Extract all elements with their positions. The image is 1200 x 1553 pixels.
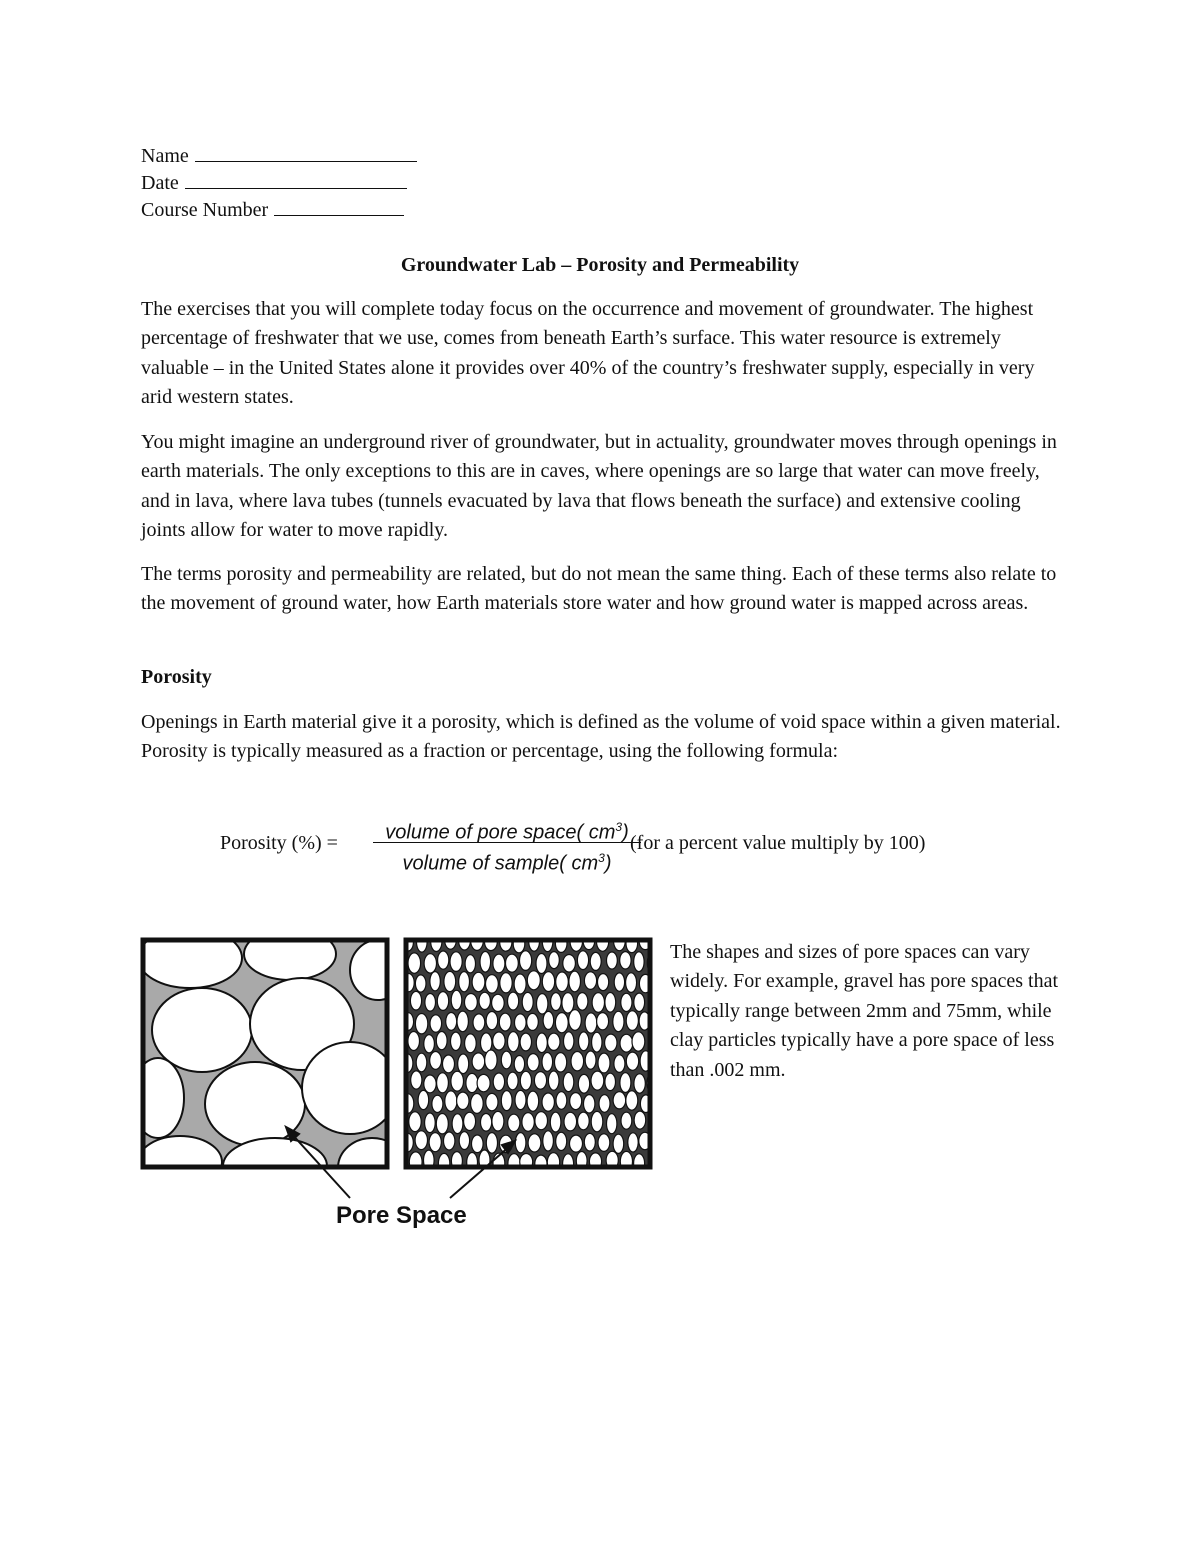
clay-grain: [564, 1032, 574, 1051]
clay-grain: [515, 1014, 527, 1031]
clay-grain: [556, 1132, 567, 1150]
pore-space-figure: [140, 936, 660, 1236]
pore-space-label: Pore Space: [336, 1202, 467, 1229]
clay-grain: [458, 1054, 469, 1074]
clay-grain: [534, 1072, 546, 1090]
clay-grain: [499, 1013, 511, 1031]
clay-grain: [632, 1032, 645, 1051]
clay-grain: [628, 1133, 638, 1152]
clay-grain: [626, 1091, 638, 1110]
clay-grain: [485, 1050, 497, 1070]
clay-grain: [415, 1014, 427, 1034]
formula-note: (for a percent value multiply by 100): [630, 832, 926, 854]
clay-grain: [535, 1155, 547, 1172]
course-number-label: Course Number: [141, 199, 269, 221]
clay-grain: [515, 1133, 526, 1153]
groundwater-movement-paragraph: You might imagine an underground river of groundwater, but in actuality, groundwater moves through openings in earth materials. The only exceptions to this are in caves, where openings are so large that water can move freely, and in lava, where lava tubes (tunnels evacuated by lava that flows beneath the surface) and extensive cooling joints allow for water to move rapidly.: [141, 431, 1057, 542]
clay-grain: [446, 1013, 457, 1031]
clay-grain: [520, 1071, 531, 1090]
clay-grain: [585, 1013, 597, 1033]
clay-grain: [472, 1135, 484, 1153]
clay-grain: [486, 1093, 498, 1110]
clay-grain: [424, 954, 436, 973]
clay-grain: [626, 973, 637, 993]
clay-grain: [597, 1013, 609, 1030]
clay-grain: [620, 1073, 631, 1093]
clay-grain: [585, 1051, 596, 1069]
clay-grain: [471, 1094, 484, 1114]
clay-grain: [438, 1153, 449, 1173]
clay-grain: [522, 992, 533, 1011]
clay-grain: [424, 1035, 435, 1053]
clay-grain: [473, 1014, 485, 1031]
clay-grain: [472, 1053, 485, 1070]
clay-grain: [634, 1074, 645, 1093]
clay-grain: [415, 1131, 427, 1150]
clay-grain: [621, 1112, 632, 1129]
clay-grain: [500, 973, 512, 993]
clay-grain: [432, 1095, 443, 1112]
clay-grain: [472, 972, 485, 991]
clay-grain: [444, 971, 456, 991]
clay-grain: [543, 1011, 554, 1029]
clay-grain: [486, 1012, 498, 1030]
clay-grain: [514, 974, 526, 994]
clay-grain: [408, 1032, 420, 1051]
formula-numerator: volume of pore space( $cm^3$): [385, 820, 629, 844]
clay-grain: [416, 1053, 427, 1072]
clay-grain: [437, 1073, 449, 1093]
porosity-heading: Porosity: [141, 666, 212, 688]
formula-fraction: [367, 812, 647, 873]
course-number-blank-line[interactable]: [274, 197, 404, 216]
clay-grain: [548, 1033, 560, 1050]
clay-grain: [501, 1051, 511, 1069]
clay-grain: [536, 1033, 547, 1053]
clay-grain: [480, 952, 491, 973]
clay-grain: [486, 975, 499, 993]
clay-grain: [514, 1056, 524, 1073]
clay-grain: [418, 1090, 429, 1109]
clay-grain: [578, 1112, 590, 1130]
clay-grain: [591, 1111, 603, 1131]
clay-grain: [563, 955, 576, 973]
clay-grain: [436, 1032, 447, 1050]
clay-grain: [584, 1095, 595, 1113]
clay-grain: [613, 1011, 624, 1031]
clay-grain: [481, 1114, 492, 1132]
clay-grain: [411, 1071, 422, 1089]
clay-grain: [634, 1111, 646, 1129]
pore-space-diagram: [140, 936, 660, 1236]
clay-grain: [520, 1033, 531, 1051]
clay-grain: [556, 972, 569, 992]
clay-grain: [479, 992, 490, 1009]
porosity-intro-paragraph: Openings in Earth material give it a porosity, which is defined as the volume of void space within a given material. Porosity is typically measured as a fraction or percentage, using the following formula:: [141, 711, 1061, 763]
clay-grain: [450, 952, 462, 972]
clay-grain: [415, 975, 426, 992]
clay-grain: [578, 1074, 589, 1093]
clay-grain: [528, 1134, 541, 1152]
date-field: [141, 170, 407, 197]
clay-grain: [430, 1015, 442, 1032]
clay-grain: [465, 994, 478, 1011]
clay-grain: [634, 993, 645, 1011]
clay-grain: [584, 972, 596, 990]
clay-grain: [605, 1034, 617, 1051]
clay-grain: [542, 972, 554, 992]
clay-grain: [430, 972, 440, 991]
clay-grain: [486, 1133, 497, 1154]
formula-denominator: volume of sample( $cm^3$): [402, 851, 612, 875]
clay-grain: [577, 951, 588, 970]
clay-grain: [492, 994, 505, 1011]
clay-grain: [605, 993, 616, 1013]
clay-grain: [591, 1071, 604, 1090]
clay-grain: [451, 1032, 462, 1050]
clay-grain: [430, 1052, 442, 1070]
clay-grain: [436, 1114, 448, 1134]
clay-grain: [508, 1114, 520, 1131]
clay-grain: [452, 1114, 463, 1134]
clay-grain: [457, 1092, 469, 1109]
clay-grain: [592, 993, 604, 1013]
clay-grain: [549, 952, 560, 969]
clay-grain: [464, 1112, 476, 1130]
clay-grain: [551, 993, 562, 1011]
clay-grain: [577, 993, 588, 1011]
clay-grain: [465, 1034, 477, 1053]
clay-grain: [424, 1075, 436, 1093]
clay-grain: [570, 1093, 582, 1110]
clay-grain: [563, 1154, 574, 1174]
clay-grain: [451, 990, 462, 1010]
clay-grain: [620, 952, 631, 969]
clay-grain: [493, 954, 505, 973]
clay-grain: [444, 1132, 455, 1150]
clay-grain: [542, 1053, 553, 1072]
fine-grain-panel: [401, 936, 660, 1174]
clay-grain: [520, 951, 532, 971]
clay-grain: [437, 992, 448, 1011]
clay-grain: [542, 1093, 554, 1111]
clay-grain: [522, 1113, 534, 1132]
clay-grain: [465, 955, 475, 973]
clay-grain: [613, 1134, 624, 1153]
clay-grain: [634, 1154, 645, 1173]
clay-grain: [537, 994, 548, 1014]
clay-grain: [614, 973, 624, 991]
clay-grain: [527, 971, 540, 990]
clay-grain: [569, 1010, 582, 1031]
clay-grain: [607, 1114, 617, 1134]
clay-grain: [592, 1032, 602, 1052]
page-title: Groundwater Lab – Porosity and Permeability: [400, 254, 800, 276]
clay-grain: [493, 1032, 505, 1050]
clay-grain: [562, 993, 574, 1013]
clay-grain: [535, 1112, 548, 1130]
name-label: Name: [141, 145, 189, 167]
clay-grain: [527, 1013, 539, 1030]
clay-grain: [429, 1133, 441, 1152]
clay-grain: [408, 953, 421, 973]
clay-grain: [425, 1113, 436, 1133]
clay-grain: [493, 1073, 504, 1091]
clay-grain: [613, 1092, 626, 1109]
clay-grain: [459, 1132, 469, 1150]
clay-grain: [527, 1054, 539, 1071]
clay-grain: [579, 1032, 589, 1051]
clay-grain: [507, 1072, 518, 1090]
clay-grain: [508, 1154, 520, 1174]
clay-grain: [620, 1034, 633, 1052]
clay-grain: [425, 994, 436, 1012]
clay-grain: [590, 952, 601, 970]
clay-grain: [614, 1055, 625, 1073]
clay-grain: [527, 1091, 539, 1111]
date-label: Date: [141, 172, 179, 194]
clay-grain: [598, 1134, 610, 1152]
name-field: [141, 143, 417, 170]
clay-grain: [451, 1071, 464, 1091]
clay-grain: [508, 992, 519, 1010]
clay-grain: [598, 974, 609, 991]
porosity-formula: [220, 812, 1020, 882]
clay-grain: [570, 1135, 583, 1152]
clay-grain: [410, 991, 421, 1010]
clay-grain: [543, 1131, 554, 1151]
clay-grain: [501, 1091, 512, 1111]
terms-paragraph: The terms porosity and permeability are related, but do not mean the same thing. Each of these terms also relate to the movement of ground water, how Earth materials store water and how ground water is mapped across areas.: [141, 563, 1057, 615]
clay-grain: [536, 954, 547, 974]
clay-grain: [409, 1112, 421, 1132]
clay-grain: [443, 1055, 455, 1073]
pore-size-paragraph: The shapes and sizes of pore spaces can vary widely. For example, gravel has pore spaces that typically range between 2mm and 75mm, while clay particles typically have a pore space of less than .002 mm.: [670, 941, 1059, 1081]
clay-grain: [508, 1032, 520, 1052]
clay-grain: [556, 1092, 567, 1110]
clay-grain: [515, 1090, 526, 1109]
clay-grain: [599, 1095, 610, 1113]
clay-grain: [555, 1053, 567, 1072]
clay-grain: [550, 1112, 561, 1132]
date-blank-line[interactable]: [185, 170, 407, 189]
clay-grain: [555, 1013, 568, 1033]
clay-grain: [598, 1053, 610, 1073]
name-blank-line[interactable]: [195, 143, 417, 162]
clay-grain: [506, 954, 519, 972]
clay-grain: [457, 1011, 468, 1032]
clay-grain: [584, 1133, 595, 1151]
clay-grain: [571, 1052, 584, 1071]
clay-grain: [607, 952, 618, 969]
clay-grain: [459, 972, 470, 992]
clay-grain: [634, 952, 644, 972]
clay-grain: [438, 951, 449, 969]
clay-grain: [569, 971, 581, 992]
clay-grain: [466, 1073, 478, 1092]
clay-grain: [626, 1011, 638, 1031]
clay-grain: [605, 1073, 616, 1090]
clay-grain: [548, 1071, 559, 1090]
course-number-field: [141, 197, 404, 224]
clay-grain: [477, 1074, 490, 1091]
intro-paragraph: The exercises that you will complete today focus on the occurrence and movement of groundwater. The highest percentage of freshwater that we use, comes from beneath Earth’s surface. This water resource is extremely valuable – in the United States alone it provides over 40% of the country’s freshwater supply, especially in very arid western states.: [141, 298, 1035, 409]
clay-grain: [445, 1091, 457, 1111]
clay-grain: [563, 1072, 574, 1091]
coarse-grain-panel: [140, 936, 406, 1198]
clay-grain: [492, 1111, 504, 1131]
formula-lhs: Porosity (%) =: [220, 832, 338, 854]
clay-grain: [626, 1052, 638, 1070]
clay-grain: [564, 1112, 577, 1131]
clay-grain: [621, 993, 632, 1011]
